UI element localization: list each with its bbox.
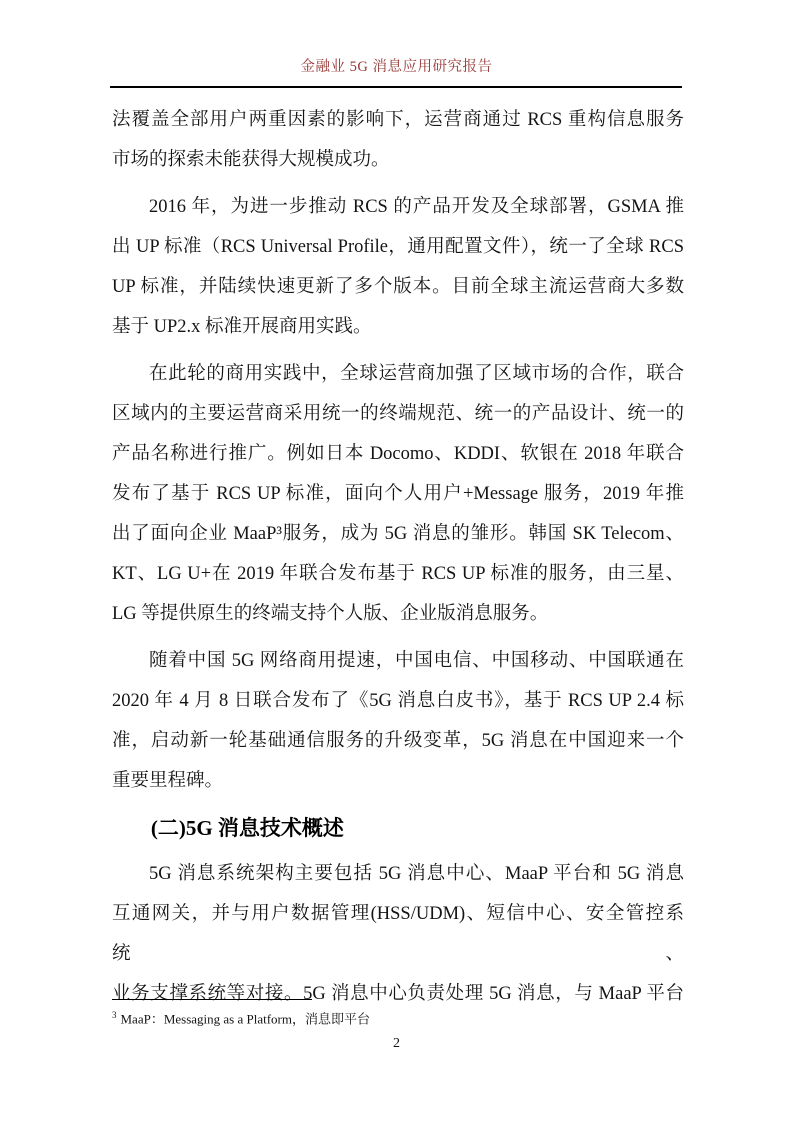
- text-line: 出 UP 标准（RCS Universal Profile，通用配置文件），统一了全球 RCS: [112, 237, 684, 257]
- paragraph: [112, 354, 684, 634]
- section-heading: (二)5G 消息技术概述: [150, 816, 344, 840]
- text-line: 5G 消息系统架构主要包括 5G 消息中心、MaaP 平台和 5G 消息: [149, 864, 684, 884]
- paragraph: [112, 854, 684, 1014]
- document-body: [112, 100, 684, 1021]
- paragraph: [112, 187, 684, 347]
- paragraph: [112, 100, 684, 180]
- page-number: 2: [393, 1036, 400, 1051]
- text-line: 产品名称进行推广。例如日本 Docomo、KDDI、软银在 2018 年联合: [112, 444, 684, 464]
- paragraph: [112, 641, 684, 801]
- header-title: 金融业 5G 消息应用研究报告: [300, 59, 493, 75]
- header-divider: [110, 86, 682, 88]
- footnote: [112, 1006, 684, 1028]
- text-line: 互通网关，并与用户数据管理(HSS/UDM)、短信中心、安全管控系统、: [112, 904, 684, 964]
- footnote-divider: [112, 999, 312, 1000]
- text-line: 重要里程碑。: [112, 771, 224, 791]
- text-line: 法覆盖全部用户两重因素的影响下，运营商通过 RCS 重构信息服务: [112, 110, 684, 130]
- text-line: 区域内的主要运营商采用统一的终端规范、统一的产品设计、统一的: [112, 404, 684, 424]
- text-line: 在此轮的商用实践中，全球运营商加强了区域市场的合作，联合: [149, 364, 684, 384]
- text-line: 2020 年 4 月 8 日联合发布了《5G 消息白皮书》，基于 RCS UP 2.4 标: [112, 691, 684, 711]
- text-line: 发布了基于 RCS UP 标准，面向个人用户+Message 服务，2019 年推: [112, 484, 684, 504]
- text-line: 2016 年，为进一步推动 RCS 的产品开发及全球部署，GSMA 推: [149, 197, 684, 217]
- text-line: LG 等提供原生的终端支持个人版、企业版消息服务。: [112, 604, 549, 624]
- footnote-marker: 3: [112, 1010, 117, 1020]
- text-line: 随着中国 5G 网络商用提速，中国电信、中国移动、中国联通在: [149, 651, 684, 671]
- text-line: KT、LG U+在 2019 年联合发布基于 RCS UP 标准的服务，由三星、: [112, 564, 684, 584]
- text-line: 市场的探索未能获得大规模成功。: [112, 150, 390, 170]
- text-line: 业务支撑系统等对接。5G 消息中心负责处理 5G 消息，与 MaaP 平台: [112, 984, 684, 1004]
- text-line: 出了面向企业 MaaP³服务，成为 5G 消息的雏形。韩国 SK Telecom、: [112, 524, 684, 544]
- text-line: 基于 UP2.x 标准开展商用实践。: [112, 317, 372, 337]
- footnote-text: MaaP：Messaging as a Platform，消息即平台: [120, 1011, 371, 1027]
- text-line: 准，启动新一轮基础通信服务的升级变革，5G 消息在中国迎来一个: [112, 731, 684, 751]
- text-line: UP 标准，并陆续快速更新了多个版本。目前全球主流运营商大多数: [112, 277, 684, 297]
